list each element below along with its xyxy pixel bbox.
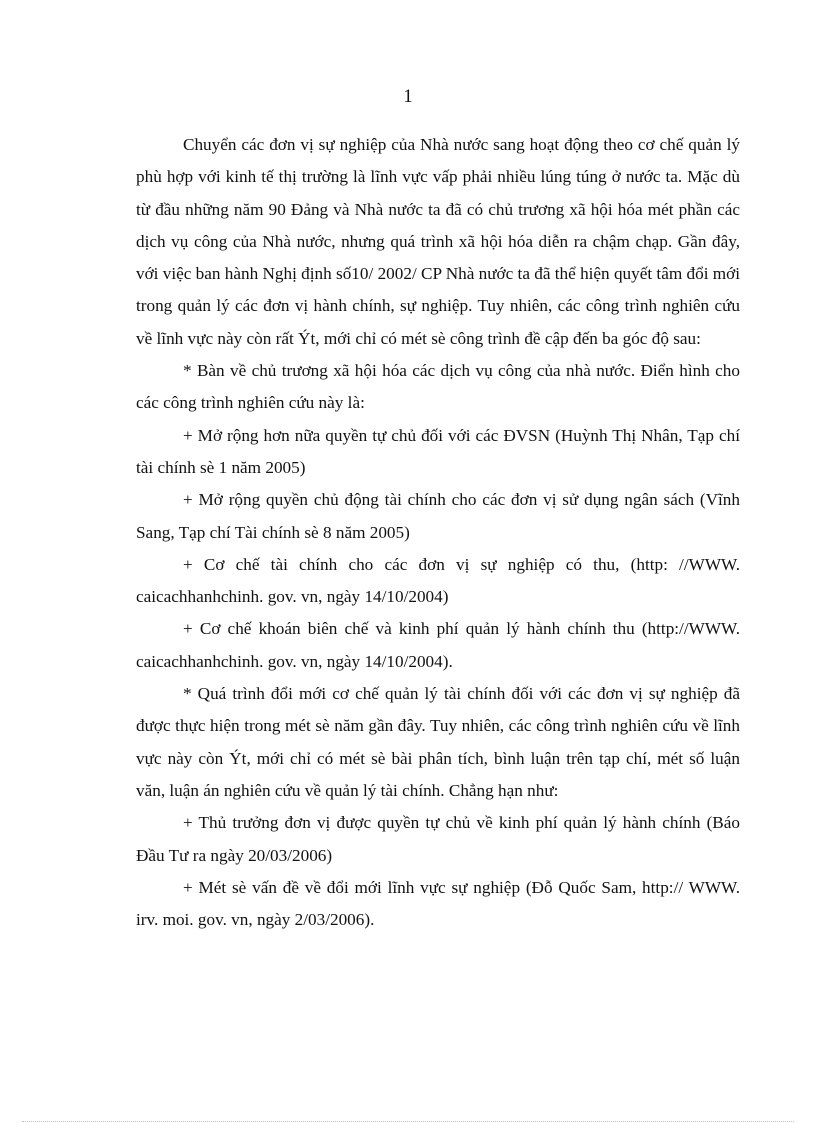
paragraph-reference-4: + Cơ chế khoán biên chế và kinh phí quản lý hành chính thu (http://WWW. caicachhanhchinh. gov. vn, ngày 14/10/2004). (136, 619, 740, 671)
document-body (136, 129, 740, 936)
paragraph-reference-1: + Mở rộng hơn nữa quyền tự chủ đối với các ĐVSN (Huỳnh Thị Nhân, Tạp chí tài chính sè 1 năm 2005) (136, 425, 740, 477)
paragraph-socialization-heading: * Bàn về chủ trương xã hội hóa các dịch vụ công của nhà nước. Điển hình cho các công trình nghiên cứu này là: (136, 361, 740, 413)
paragraph-reference-5: + Thủ trưởng đơn vị được quyền tự chủ về kinh phí quản lý hành chính (Báo Đầu Tư ra ngày 20/03/2006) (136, 813, 740, 865)
paragraph-reference-3: + Cơ chế tài chính cho các đơn vị sự nghiệp có thu, (http: //WWW. caicachhanhchinh. gov. vn, ngày 14/10/2004) (136, 554, 740, 607)
paragraph-reference-6: + Mét sè vấn đề về đổi mới lĩnh vực sự nghiệp (Đỗ Quốc Sam, http:// WWW. irv. moi. gov. vn, ngày 2/03/2006). (136, 877, 740, 930)
page-number: 1 (403, 86, 413, 107)
paragraph-reform-heading: * Quá trình đổi mới cơ chế quản lý tài chính đối với các đơn vị sự nghiệp đã được thực hiện trong mét sè năm gần đây. Tuy nhiên, các công trình nghiên cứu về lĩnh vực này còn Ýt, mới chỉ có mét sè bài phân tích, bình luận trên tạp chí, mét số luận văn, luận án nghiên cứu về quản lý tài chính. Chẳng hạn như: (136, 684, 740, 800)
page-bottom-divider (22, 1121, 794, 1122)
paragraph-intro: Chuyển các đơn vị sự nghiệp của Nhà nước sang hoạt động theo cơ chế quản lý phù hợp với kinh tế thị trường là lĩnh vực vấp phải nhiều lúng túng ở nước ta. Mặc dù từ đầu những năm 90 Đảng và Nhà nước ta đã có chủ trương xã hội hóa mét phần các dịch vụ công của Nhà nước, nhưng quá trình xã hội hóa diễn ra chậm chạp. Gần đây, với việc ban hành Nghị định số10/ 2002/ CP Nhà nước ta đã thể hiện quyết tâm đổi mới trong quản lý các đơn vị hành chính, sự nghiệp. Tuy nhiên, các công trình nghiên cứu về lĩnh vực này còn rất Ýt, mới chỉ có mét sè công trình đề cập đến ba góc độ sau: (136, 135, 740, 348)
paragraph-reference-2: + Mở rộng quyền chủ động tài chính cho các đơn vị sử dụng ngân sách (Vĩnh Sang, Tạp chí Tài chính sè 8 năm 2005) (136, 490, 740, 542)
